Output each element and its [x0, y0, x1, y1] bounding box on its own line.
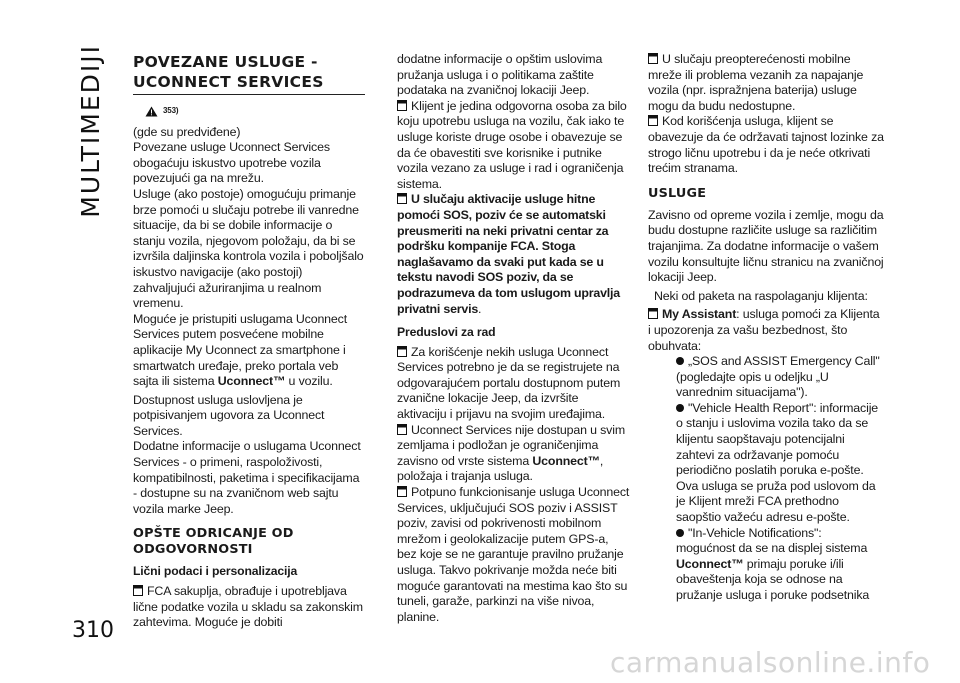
- paragraph: U slučaju aktivacije usluge hitne pomoći SOS, poziv će se automatski preusmeriti na neki privatni centar za podršku kompanije FCA. Stoga naglašavamo da svaki put kada se u tekstu navodi SOS poziv, da se podrazumeva da tom uslugom upravlja privatni servis.: [397, 192, 620, 316]
- bullet-icon: [676, 404, 684, 412]
- paragraph: U slučaju preopterećenosti mobilne mreže ili problema vezanih za napajanje vozila (npr. ispražnjena baterija) usluge mogu da budu nedostupne.: [648, 52, 864, 113]
- bullet-icon: [676, 529, 684, 537]
- bullet-item: „SOS and ASSIST Emergency Call" (pogledajte opis u odeljku „U vanrednim situacijama").: [676, 354, 880, 400]
- paragraph: Povezane usluge Uconnect Services obogaćuju iskustvo upotrebe vozila povezujući ga na mrežu.: [133, 140, 330, 186]
- section-title: MULTIMEDIJI: [76, 44, 105, 218]
- subheading: OPŠTE ODRICANJE OD ODGOVORNOSTI: [133, 526, 294, 558]
- paragraph: Dodatne informacije o uslugama Uconnect Services - o primeni, raspoloživosti, kompatibilnosti, paketima i specifikacijama - dostupne su na zvaničnom web sajtu vozila marke Jeep.: [133, 439, 361, 516]
- paragraph: Potpuno funkcionisanje usluga Uconnect Services, uključujući SOS poziv i ASSIST poziv, zavisi od pokrivenosti mobilnom mrežom i geolokalizacije putem GPS-a, bez koje se ne garantuje pravilno pružanje usluga. Takvo pokrivanje možda neće biti moguće garantovati na mestima kao što su tuneli, garaže, parkinzi na više nivoa, planine.: [397, 485, 630, 624]
- bullet-item: "In-Vehicle Notifications": mogućnost da se na displej sistema Uconnect™ primaju poruke i/ili obaveštenja koja se odnose na pružanje usluga i poruke podsetnika: [676, 525, 870, 602]
- paragraph: Moguće je pristupiti uslugama Uconnect Services putem posvećene mobilne aplikacije My Uconnect za smartphone i smartwatch uređaje, preko portala veb sajta ili sistema Uconnect™ u vozilu.: [133, 311, 348, 389]
- bookmark-icon: [397, 346, 407, 357]
- column-1: [133, 52, 365, 631]
- bookmark-icon: [648, 53, 658, 64]
- minor-heading: Preduslovi za rad: [397, 325, 496, 340]
- watermark: carmanualsonline.info: [610, 646, 931, 679]
- bullet-item: "Vehicle Health Report": informacije o stanju i uslovima vozila tako da se klijentu saopštavaju potencijalni zahtevi za održavanje pomoću periodično poslatih poruka e-pošte. Ova usluga se pruža pod uslovom da je Klijent mreži FCA prethodno saopštio važeću adresu e-pošte.: [676, 400, 879, 525]
- paragraph: Zavisno od opreme vozila i zemlje, mogu da budu dostupne različite usluge sa različitim trajanjima. Za dodatne informacije o vašem vozilu konsultujte ličnu stranicu na zvaničnoj lokaciji Jeep.: [648, 207, 884, 285]
- warning-triangle-icon: [145, 106, 158, 117]
- bullet-icon: [676, 357, 684, 365]
- main-heading: POVEZANE USLUGE - UCONNECT SERVICES: [133, 53, 324, 91]
- section-tab: [76, 44, 106, 218]
- heading-rule: [133, 94, 365, 95]
- page-number: 310: [72, 618, 114, 643]
- paragraph: FCA sakuplja, obrađuje i upotrebljava lične podatke vozila u skladu sa zakonskim zahtevima. Moguće je dobiti: [133, 584, 363, 630]
- bookmark-icon: [397, 100, 407, 111]
- paragraph: Uconnect Services nije dostupan u svim zemljama i podložan je ograničenjima zavisno od vrste sistema Uconnect™, položaja i trajanja usluga.: [397, 422, 625, 484]
- paragraph: Neki od paketa na raspolaganju klijenta:: [654, 288, 868, 303]
- paragraph: dodatne informacije o opštim uslovima pružanja usluga i o politikama zaštite podataka na zvaničnoj lokaciji Jeep.: [397, 52, 603, 98]
- bookmark-icon: [133, 585, 143, 596]
- bookmark-icon: [648, 115, 658, 126]
- column-3: [648, 52, 884, 604]
- column-2: [397, 52, 631, 625]
- bookmark-icon: [648, 308, 658, 319]
- paragraph: Dostupnost usluga uslovljena je potpisivanjem ugovora za Uconnect Services.: [133, 392, 325, 438]
- bookmark-icon: [397, 193, 407, 204]
- bookmark-icon: [397, 486, 407, 497]
- subheading: USLUGE: [648, 185, 707, 201]
- paragraph: Usluge (ako postoje) omogućuju primanje brze pomoći u slučaju potrebe ili vanredne situacije, da bi se dobile informacije o stanju vozila, njegovom položaju, da bi se izvršila daljinska kontrola vozila i poboljšalo iskustvo navigacije (ako postoji) zahvaljujući ažuriranjima u realnom vremenu.: [133, 186, 364, 311]
- minor-heading: Lični podaci i personalizacija: [133, 564, 298, 579]
- paragraph: Klijent je jedina odgovorna osoba za bilo koju upotrebu usluga na vozilu, čak iako te usluge koriste druge osobe i obavezuje se da će obavestiti sve korisnike i putnike vozila vezano za usluge i rad i ograničenja sistema.: [397, 98, 627, 191]
- paragraph: Kod korišćenja usluga, klijent se obavezuje da će održavati tajnost lozinke za strogo ličnu upotrebu i da je neće otkrivati trećim stranama.: [648, 114, 884, 176]
- bookmark-icon: [397, 424, 407, 435]
- paragraph: My Assistant: usluga pomoći za Klijenta i upozorenja za vašu bezbednost, što obuhvata:: [648, 307, 880, 353]
- paragraph: Za korišćenje nekih usluga Uconnect Services potrebno je da se registrujete na odgovarajućem portalu dostupnom putem zvanične lokacije Jeep, da izvršite aktivaciju i prijavu na svojim uređajima.: [397, 344, 621, 422]
- paragraph: (gde su predviđene): [133, 124, 241, 139]
- warning-note: 353): [145, 103, 365, 121]
